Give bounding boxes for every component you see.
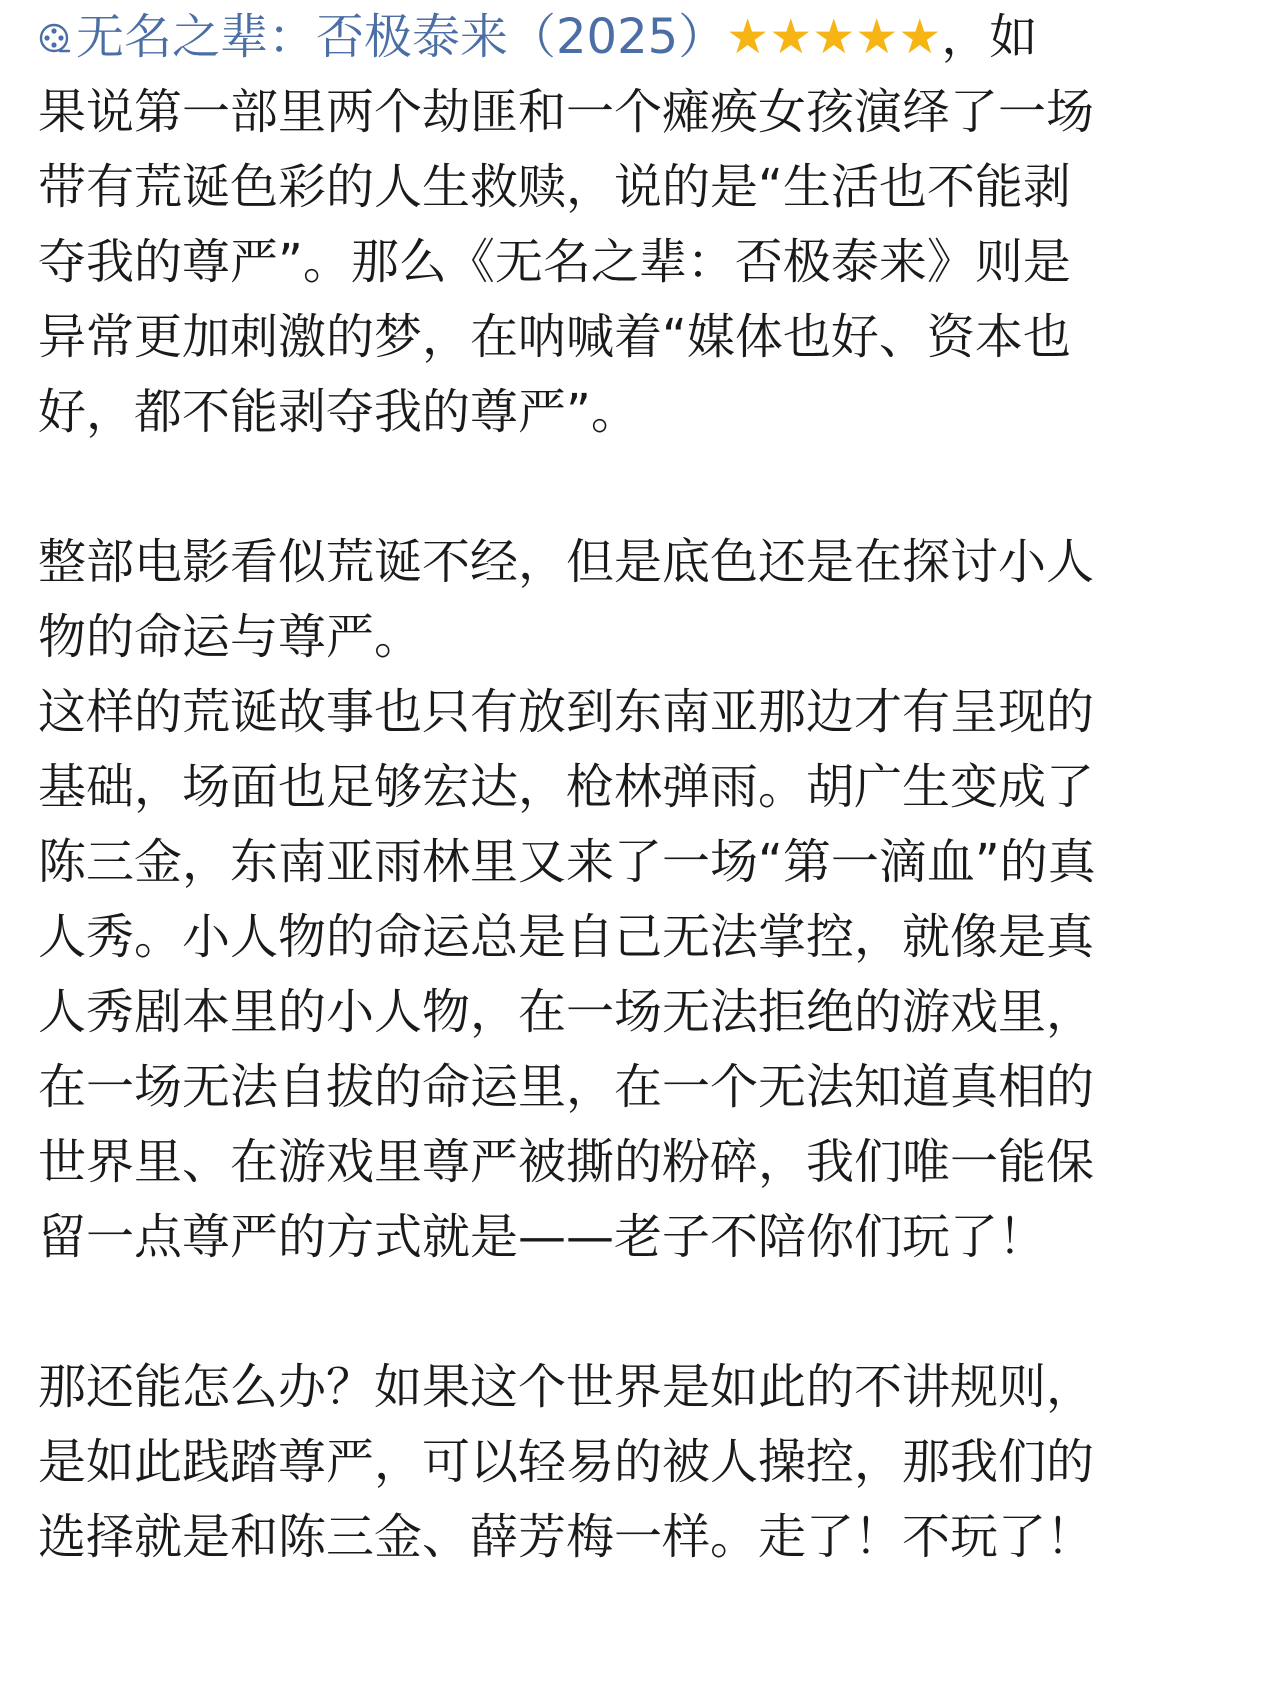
post-first-line (38, 0, 1148, 75)
text-line: 这样的荒诞故事也只有放到东南亚那边才有呈现的 (38, 684, 1095, 740)
film-reel-icon (38, 22, 72, 56)
movie-topic-text[interactable]: 无名之辈：否极泰来（2025） (76, 9, 727, 65)
first-line-text: ，如 (941, 9, 1038, 65)
rating-stars: ★★★★★ (726, 9, 942, 65)
text-line: 整部电影看似荒诞不经，但是底色还是在探讨小人 (38, 534, 1095, 590)
text-line: 带有荒诞色彩的人生救赎，说的是“生活也不能剥 (38, 159, 1071, 215)
paragraph-gap (38, 450, 1148, 525)
text-line: 留一点尊严的方式就是——老子不陪你们玩了！ (38, 1209, 1047, 1265)
text-line: 在一场无法自拔的命运里，在一个无法知道真相的 (38, 1059, 1095, 1115)
paragraph-gap (38, 1275, 1148, 1350)
text-line: 世界里、在游戏里尊严被撕的粉碎，我们唯一能保 (38, 1134, 1095, 1190)
text-line: 选择就是和陈三金、薛芳梅一样。走了！不玩了！ (38, 1509, 1095, 1565)
post-content (38, 0, 1148, 1575)
text-line: 人秀剧本里的小人物，在一场无法拒绝的游戏里， (38, 984, 1095, 1040)
text-line: 夺我的尊严”。那么《无名之辈：否极泰来》则是 (38, 234, 1071, 290)
text-line: 陈三金，东南亚雨林里又来了一场“第一滴血”的真 (38, 834, 1096, 890)
movie-topic-link[interactable] (38, 9, 726, 65)
text-line: 那还能怎么办？如果这个世界是如此的不讲规则， (38, 1359, 1095, 1415)
text-line: 好，都不能剥夺我的尊严”。 (38, 384, 639, 440)
post-body (38, 75, 1148, 1575)
text-line: 是如此践踏尊严，可以轻易的被人操控，那我们的 (38, 1434, 1095, 1490)
text-line: 基础，场面也足够宏达，枪林弹雨。胡广生变成了 (38, 759, 1095, 815)
text-line: 异常更加刺激的梦，在呐喊着“媒体也好、资本也 (38, 309, 1071, 365)
text-line: 人秀。小人物的命运总是自己无法掌控，就像是真 (38, 909, 1095, 965)
text-line: 果说第一部里两个劫匪和一个瘫痪女孩演绎了一场 (38, 84, 1095, 140)
text-line: 物的命运与尊严。 (38, 609, 423, 665)
